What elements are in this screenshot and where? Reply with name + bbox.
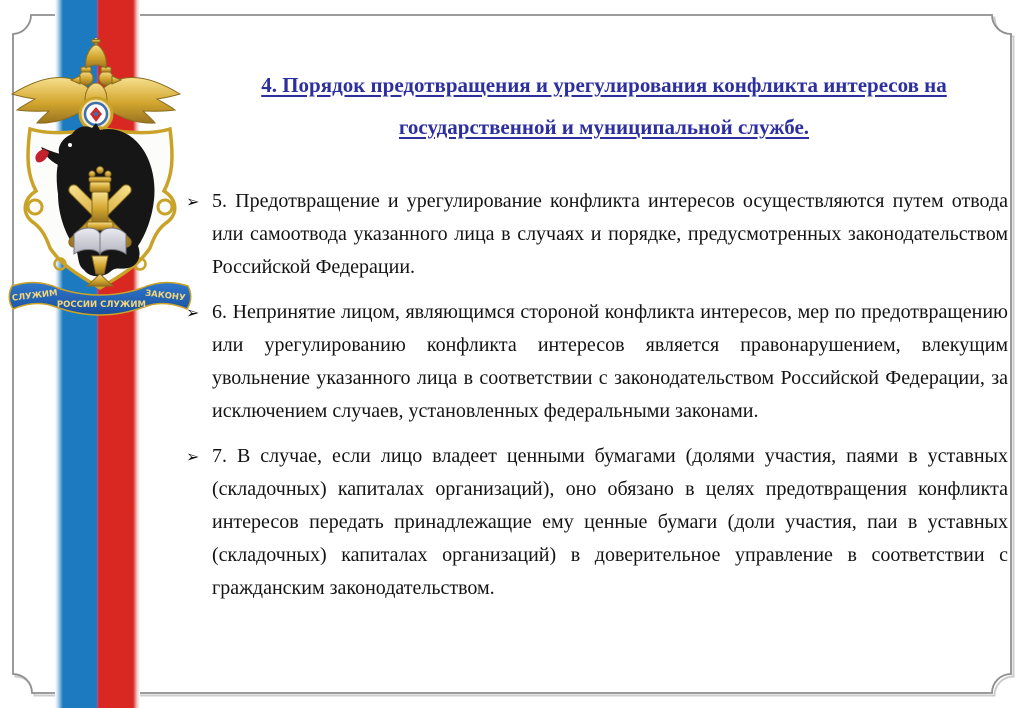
bullet-text: 5. Предотвращение и урегулирование конфликта интересов осуществляются путем отвода или самоотвода указанного лица в случаях и порядке, предусмотренных законодательством Российской Федерации. (212, 190, 1008, 278)
motto-word: ЗАКОНУ (144, 288, 186, 304)
bullet-item-7 (186, 440, 1008, 605)
arrowhead-bullet-icon: ➢ (186, 303, 200, 322)
motto-word: РОССИИ (56, 300, 98, 310)
bullet-text: 6. Непринятие лицом, являющимся стороной конфликта интересов, мер по предотвращению или урегулированию конфликта интересов является правонарушением, влекущим увольнение указанного лица в соответствии с законодательством Российской Федерации, за исключением случаев, установленных федеральными законами. (212, 301, 1008, 422)
motto-word: СЛУЖИМ (11, 288, 59, 304)
bullet-item-6 (186, 296, 1008, 428)
bullet-text: 7. В случае, если лицо владеет ценными бумагами (долями участия, паями в уставных (складочных) капиталах организаций), оно обязано в целях предотвращения конфликта интересов передать принадлежащие ему ценные бумаги (доли участия, паи в уставных (складочных) капиталах организаций) в доверительное управление в соответствии с гражданским законодательством. (212, 445, 1008, 599)
motto-word: СЛУЖИМ (100, 300, 146, 310)
mvd-emblem (4, 38, 196, 338)
bullet-list (186, 185, 1008, 617)
slide-title: 4. Порядок предотвращения и урегулирования конфликта интересов на государственной и муниципальной службе. (261, 73, 947, 139)
bullet-item-5 (186, 185, 1008, 284)
arrowhead-bullet-icon: ➢ (186, 192, 200, 211)
bear-shield-icon (25, 123, 175, 288)
arrowhead-bullet-icon: ➢ (186, 447, 200, 466)
